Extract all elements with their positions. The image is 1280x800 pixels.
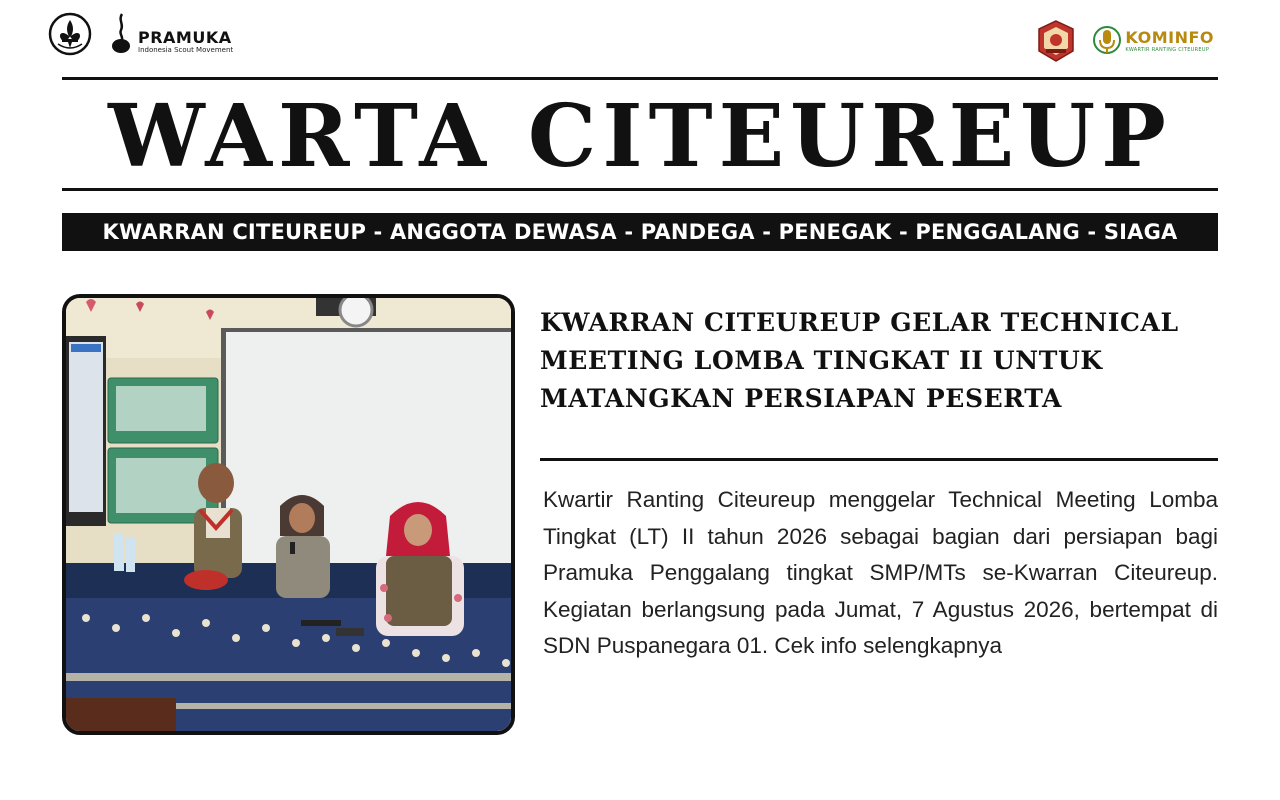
kominfo-tagline: KWARTIR RANTING CITEUREUP — [1125, 46, 1210, 53]
masthead-title: WARTA CITEUREUP — [108, 85, 1172, 187]
person-middle — [276, 495, 330, 598]
kominfo-wordmark: KOMINFO — [1125, 27, 1214, 47]
meeting-photo-illustration — [66, 298, 511, 731]
kominfo-logo — [1092, 25, 1214, 57]
masthead-bottom-rule — [62, 188, 1218, 191]
microphone-icon — [1092, 25, 1122, 57]
scout-fleur-de-lis-logo — [48, 12, 92, 56]
article-headline — [540, 304, 1220, 418]
article-body: Kwartir Ranting Citeureup menggelar Technical Meeting Lomba Tingkat (LT) II tahun 2026 sebagai bagian dari persiapan bagi Pramuka Penggalang tingkat SMP/MTs se-Kwarran Citeureup. Kegiatan berlangsung pada Jumat, 7 Agustus 2026, bertempat di SDN Puspanegara 01. Cek info selengkapnya — [543, 487, 1218, 659]
header-logos-left — [48, 12, 233, 56]
header-logos-right — [1036, 20, 1214, 62]
headline-line-3: MATANGKAN PERSIAPAN PESERTA — [540, 384, 1063, 413]
pramuka-wordmark: PRAMUKA — [138, 28, 232, 47]
article-divider — [540, 458, 1218, 461]
kwarran-citeureup-badge-logo — [1036, 20, 1076, 62]
pramuka-tagline: Indonesia Scout Movement — [138, 46, 234, 54]
headline-line-1: KWARRAN CITEUREUP GELAR TECHNICAL — [540, 308, 1179, 337]
headline-line-2: MEETING LOMBA TINGKAT II UNTUK — [540, 346, 1103, 375]
pramuka-tunas-kelapa-icon — [110, 12, 134, 56]
pramuka-logo — [110, 12, 233, 56]
masthead-top-rule — [62, 77, 1218, 80]
article-photo — [62, 294, 515, 735]
category-ribbon: KWARRAN CITEUREUP - ANGGOTA DEWASA - PANDEGA - PENEGAK - PENGGALANG - SIAGA — [62, 213, 1218, 251]
